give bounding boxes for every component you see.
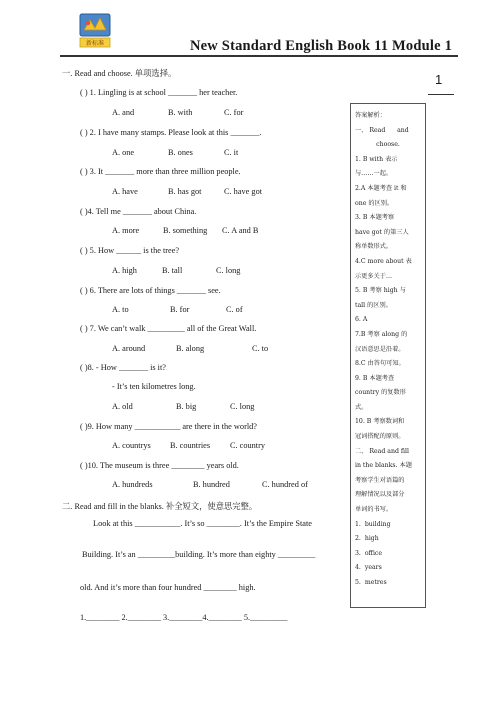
answer-key-line: 4.C more about 表 xyxy=(355,257,412,265)
question-text: It _______ more than three million people. xyxy=(97,167,241,176)
answer-key-line: 2.A 本题考查 it 和 xyxy=(355,184,407,192)
answer-key-line: country 的复数形 xyxy=(355,389,406,397)
answer-key-line: 8.C 由答句可知。 xyxy=(355,360,405,368)
answer-key-line: 5. metres xyxy=(355,579,387,586)
option-c: C. to xyxy=(252,344,269,353)
option-a: A. one xyxy=(112,148,135,157)
option-b: B. has got xyxy=(168,187,202,196)
answer-key-line: 2. high xyxy=(355,535,379,543)
question-8-response: - It’s ten kilometres long. xyxy=(112,382,196,391)
section1-heading: 一. Read and choose. 单项选择。 xyxy=(62,69,177,78)
question-8 xyxy=(80,363,166,372)
question-6 xyxy=(80,286,221,295)
question-1 xyxy=(80,88,237,97)
option-a: A. high xyxy=(112,266,137,275)
option-b: B. tall xyxy=(162,266,183,275)
option-c: C. for xyxy=(224,108,244,117)
option-b: B. for xyxy=(170,305,190,314)
option-c: C. A and B xyxy=(222,226,259,235)
question-10 xyxy=(80,461,239,470)
question-number: ( ) 3. xyxy=(80,167,96,176)
question-number: ( ) 6. xyxy=(80,286,96,295)
section2-heading: 二. Read and fill in the blanks. 补全短文，使意思完整。 xyxy=(62,502,258,511)
option-b: B. with xyxy=(168,108,193,117)
answer-key-line: one 的区别。 xyxy=(355,199,394,207)
question-number: ( ) 5. xyxy=(80,246,96,255)
option-a: A. and xyxy=(112,108,135,117)
option-c: C. hundred of xyxy=(262,480,308,489)
question-number: ( )4. xyxy=(80,207,94,216)
question-text: There are lots of things _______ see. xyxy=(97,286,221,295)
answer-key-line: 10. B 考察数词和 xyxy=(355,418,405,426)
option-a: A. to xyxy=(112,305,129,314)
option-b: B. something xyxy=(163,226,208,235)
option-c: C. it xyxy=(224,148,239,157)
question-4 xyxy=(80,207,196,216)
question-number: ( )9. xyxy=(80,422,94,431)
option-a: A. countrys xyxy=(112,441,151,450)
option-b: B. hundred xyxy=(193,480,230,489)
answer-blanks: 1.________ 2.________ 3.________4.________ 5._________ xyxy=(80,613,288,622)
question-3 xyxy=(80,167,241,176)
option-c: C. long xyxy=(216,266,241,275)
answer-key-line: have got 的第三人 xyxy=(355,228,409,236)
answer-key-line: 一、 Read and xyxy=(355,126,409,134)
question-text: Lingling is at school _______ her teacher. xyxy=(97,88,238,97)
answer-key-line: tall 的区别。 xyxy=(355,301,392,309)
question-text: - How _______ is it? xyxy=(95,363,166,372)
question-text: How many ___________ are there in the world? xyxy=(95,422,257,431)
header-title: New Standard English Book 11 Module 1 xyxy=(190,38,453,54)
answer-key-line: 示更多关于… xyxy=(355,272,393,280)
answer-key-line: 1. building xyxy=(355,520,391,528)
question-number: ( ) 2. xyxy=(80,128,96,137)
question-number: ( )10. xyxy=(80,461,98,470)
answer-key-line: 7.B 考察 along 的 xyxy=(355,330,408,338)
question-text: How ______ is the tree? xyxy=(97,246,180,255)
option-b: B. ones xyxy=(168,148,193,157)
page-number: 1 xyxy=(435,72,443,87)
answer-key-line: choose. xyxy=(376,141,400,149)
answer-key-line: 考察学生对语篇的 xyxy=(355,476,405,484)
logo-text: 新标准 xyxy=(85,40,105,47)
answer-key-line: 4. years xyxy=(355,564,382,572)
option-b: B. big xyxy=(176,402,197,411)
answer-key-line: in the blanks. 本题 xyxy=(355,462,412,470)
answer-key-line: 二、 Read and fill xyxy=(355,447,409,455)
header-divider xyxy=(60,55,458,57)
option-c: C. have got xyxy=(224,187,263,196)
question-text: I have many stamps. Please look at this _______. xyxy=(97,128,262,137)
option-c: C. of xyxy=(226,305,243,314)
option-a: A. have xyxy=(112,187,138,196)
option-b: B. countries xyxy=(170,441,211,450)
question-text: Tell me _______ about China. xyxy=(95,207,197,216)
question-number: ( ) 7. xyxy=(80,324,96,333)
answer-key-line: 答案解析： xyxy=(355,112,386,119)
question-2 xyxy=(80,128,262,137)
book-logo xyxy=(78,12,112,50)
answer-key-line: 9. B 本题考查 xyxy=(355,374,395,382)
option-c: C. country xyxy=(230,441,266,450)
passage-line-1: Look at this ___________. It’s so ________. It’s the Empire State xyxy=(93,519,312,528)
answer-key-line: 与……一起。 xyxy=(355,170,393,178)
answer-key-line: 3. B 本题考察 xyxy=(355,214,395,222)
question-9 xyxy=(80,422,257,431)
answer-key-line: 汉语意思是沿着。 xyxy=(355,345,405,353)
option-a: A. old xyxy=(112,402,133,411)
option-a: A. more xyxy=(112,226,140,235)
answer-key-line: 单词的书写。 xyxy=(355,506,393,514)
answer-key-line: 冠词搭配的原则。 xyxy=(355,433,405,441)
question-5 xyxy=(80,246,179,255)
passage-line-3: old. And it’s more than four hundred ________ high. xyxy=(80,583,256,592)
question-7 xyxy=(80,324,256,333)
option-a: A. hundreds xyxy=(112,480,153,489)
answer-key-line: 理解情况以及部分 xyxy=(355,491,405,499)
answer-key-line: 5. B 考察 high 与 xyxy=(355,287,406,295)
answer-key-line: 3. office xyxy=(355,549,383,557)
answer-key-line: 称单数形式。 xyxy=(355,243,393,251)
option-c: C. long xyxy=(230,402,255,411)
question-number: ( )8. xyxy=(80,363,94,372)
answer-key-box xyxy=(350,103,426,608)
page-number-underline xyxy=(428,94,454,95)
question-text: We can’t walk _________ all of the Great Wall. xyxy=(97,324,257,333)
option-b: B. along xyxy=(176,344,205,353)
answer-key-line: 式。 xyxy=(355,403,368,411)
option-a: A. around xyxy=(112,344,146,353)
question-number: ( ) 1. xyxy=(80,88,96,97)
answer-key-line: 1. B with 表示 xyxy=(355,155,398,163)
question-text: The museum is three ________ years old. xyxy=(99,461,239,470)
answer-key-line: 6. A xyxy=(355,316,368,324)
passage-line-2: Building. It’s an _________building. It’s more than eighty _________ xyxy=(82,550,316,559)
